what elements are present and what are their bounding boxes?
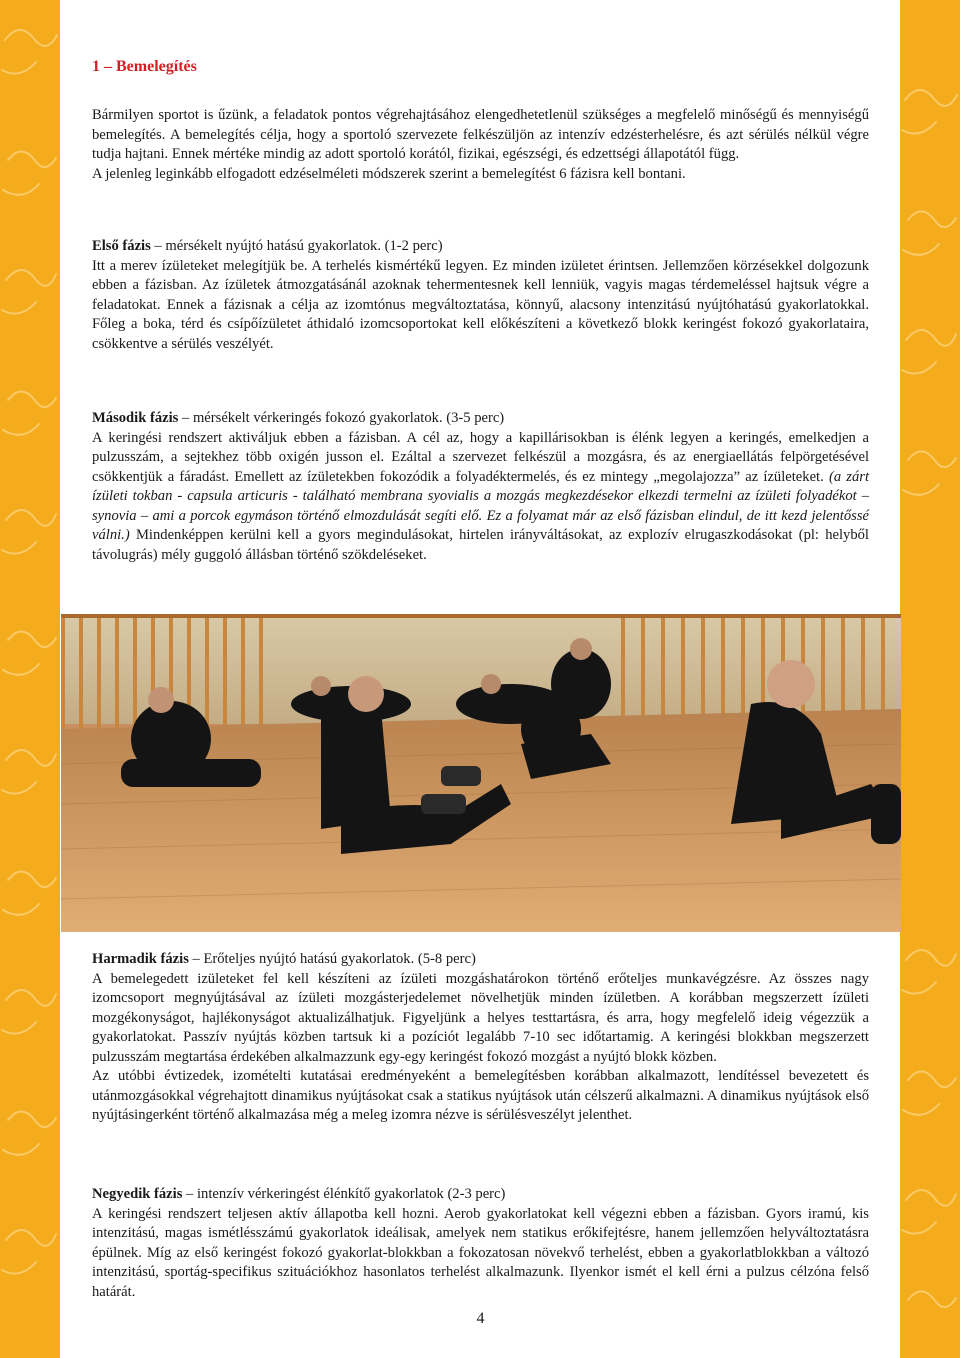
left-decorative-border xyxy=(0,0,60,1358)
phase4-subtitle: – intenzív vérkeringést élénkítő gyakorlatok (2-3 perc) xyxy=(182,1186,506,1202)
phase3-heading xyxy=(92,950,869,970)
phase3-subtitle: – Erőteljes nyújtó hatású gyakorlatok. (5-8 perc) xyxy=(188,951,476,967)
phase1-subtitle: – mérsékelt nyújtó hatású gyakorlatok. (1-2 perc) xyxy=(150,238,443,254)
phase2-body-start: A keringési rendszert aktiváljuk ebben a fázisban. A cél az, hogy a kapillárisokban is élénk legyen a keringés, emelkedjen a pulzusszám, a sejtekhez több oxigén jusson el. Ezáltal a szervezet felkészül a mozgásra, és az energiaellátás felpörgetésével csökkentjük a fáradást. Emellett az ízületekben fokozódik a folyadéktermelés, és ez mintegy „megolajozza” az ízületeket. xyxy=(92,429,869,485)
page-number: 4 xyxy=(476,1310,485,1327)
phase2-title: Második fázis xyxy=(92,410,179,426)
phase2-body xyxy=(92,429,869,566)
phase3-block xyxy=(92,950,869,1126)
phase2-block xyxy=(92,409,869,565)
phase1-title: Első fázis xyxy=(92,238,151,254)
phase2-body-italic: (a zárt ízületi tokban - capsula articuris - található membrana syovialis a mozgás megkezdésekor elkezdi termelni az ízületi folyadékot – synovia – ami a porcok egymáson történő elmozdulását segíti elő. Ez a folyamat már az első fázisban elindul, de itt kezd jelentőssé válni.) xyxy=(92,468,870,543)
phase3-body-2: Az utóbbi évtizedek, izomételti kutatásai eredményeként a bemelegítésben korábban alkalmazott, lendítéssel bevezetett és utánmozgásokkal végrehajtott dinamikus nyújtásokat csak a statikus nyújtások után célszerű alkalmazni. A dinamikus nyújtások első nyújtásingerként történő alkalmazása még a meleg izomra nézve is sérülésveszélyt jelenthet. xyxy=(92,1068,869,1123)
training-photo xyxy=(61,614,901,932)
intro-block xyxy=(92,106,869,184)
phase4-title: Negyedik fázis xyxy=(92,1186,183,1202)
phase1-block xyxy=(92,237,869,354)
intro-paragraph: A jelenleg leginkább elfogadott edzéselméleti módszerek szerint a bemelegítést 6 fázisra kell bontani. xyxy=(92,165,686,182)
phase3-title: Harmadik fázis xyxy=(92,951,189,967)
intro-paragraph: Bármilyen sportot is űzünk, a feladatok pontos végrehajtásához elengedhetetlenül szükséges a megfelelő minőségű és mennyiségű bemelegítés. A bemelegítés célja, hogy a sportoló szervezete felkészüljön az intenzív edzésterhelésre, és azt sérülés nélkül végre tudja hajtani. Ennek mértéke mindig az adott sportoló korától, fizikai, egészségi, és edzettségi állapotától függ. xyxy=(92,107,869,162)
phase1-heading xyxy=(92,237,869,257)
phase4-heading xyxy=(92,1185,869,1205)
phase1-body: Itt a merev ízületeket melegítjük be. A terhelés kismértékű legyen. Ez minden izületet érintsen. Jellemzően körzésekkel dolgozunk ebben a fázisban. Az ízületek átmozgatásánál azoknak tehermentesnek kell lenniük, vagyis magas térdemeléssel hajtsuk végre a feladatokat. Ennek a fázisnak a célja az izomtónus megváltoztatása, könnyű, alacsony intenzitású nyújtóhatású gyakorlatokkal. Főleg a boka, térd és csípőízületet áthidaló izomcsoportokat kell előkészíteni a következő blokk keringést fokozó gyakorlataira, csökkentve a sérülés veszélyét. xyxy=(92,257,869,352)
phase2-subtitle: – mérsékelt vérkeringés fokozó gyakorlatok. (3-5 perc) xyxy=(178,410,505,426)
phase4-block xyxy=(92,1185,869,1302)
phase2-body-end: Mindenképpen kerülni kell a gyors megindulásokat, hirtelen irányváltásokat, az explozív elrugaszkodásokat (pl: helyből távolugrás) mély guggoló állásban történő szökdeléseket. xyxy=(92,527,869,563)
phase2-heading xyxy=(92,409,869,429)
section-heading: 1 – Bemelegítés xyxy=(92,58,197,75)
phase4-body: A keringési rendszert teljesen aktív állapotba kell hozni. Aerob gyakorlatokat kell végezni ebben a fázisban. Gyors iramú, kis intenzitású, magas ismétlésszámú gyakorlatok ideálisak, amelyek nem statikus erőkifejtésre, hanem jellemzően helyváltoztatásra épülnek. Míg az első keringést fokozó gyakorlat-blokkban a fokozatosan növekvő terhelést, ebben a gyakorlatblokkban a változó intenzitású, sportág-specifikus szituációkhoz hasonlatos terhelést alkalmazunk. Ilyenkor ismét el kell érni a pulzus célzóna felső határát. xyxy=(92,1205,869,1300)
right-decorative-border xyxy=(900,0,960,1358)
phase3-body: A bemelegedett izületeket fel kell készíteni az ízületi mozgáshatárokon történő erőteljes munkavégzésre. Az összes nagy izomcsoport megnyújtásával az ízületi mozgásterjedelemet növelhetjük minden ízületben. A korábban megszerzett ízületi mozgékonyságot, hajlékonyságot aktualizálhatjuk. Figyeljünk a helyes testtartásra, és arra, hogy megfelelő ideig végezzük a gyakorlatokat. Passzív nyújtás közben tartsuk ki a pozíciót legalább 7-10 sec időtartamig. A keringési blokkban megszerzett pulzusszám megtartása érdekében alkalmazzunk egy-egy keringést fokozó mozgást a nyújtó blokk közben. xyxy=(92,970,869,1065)
